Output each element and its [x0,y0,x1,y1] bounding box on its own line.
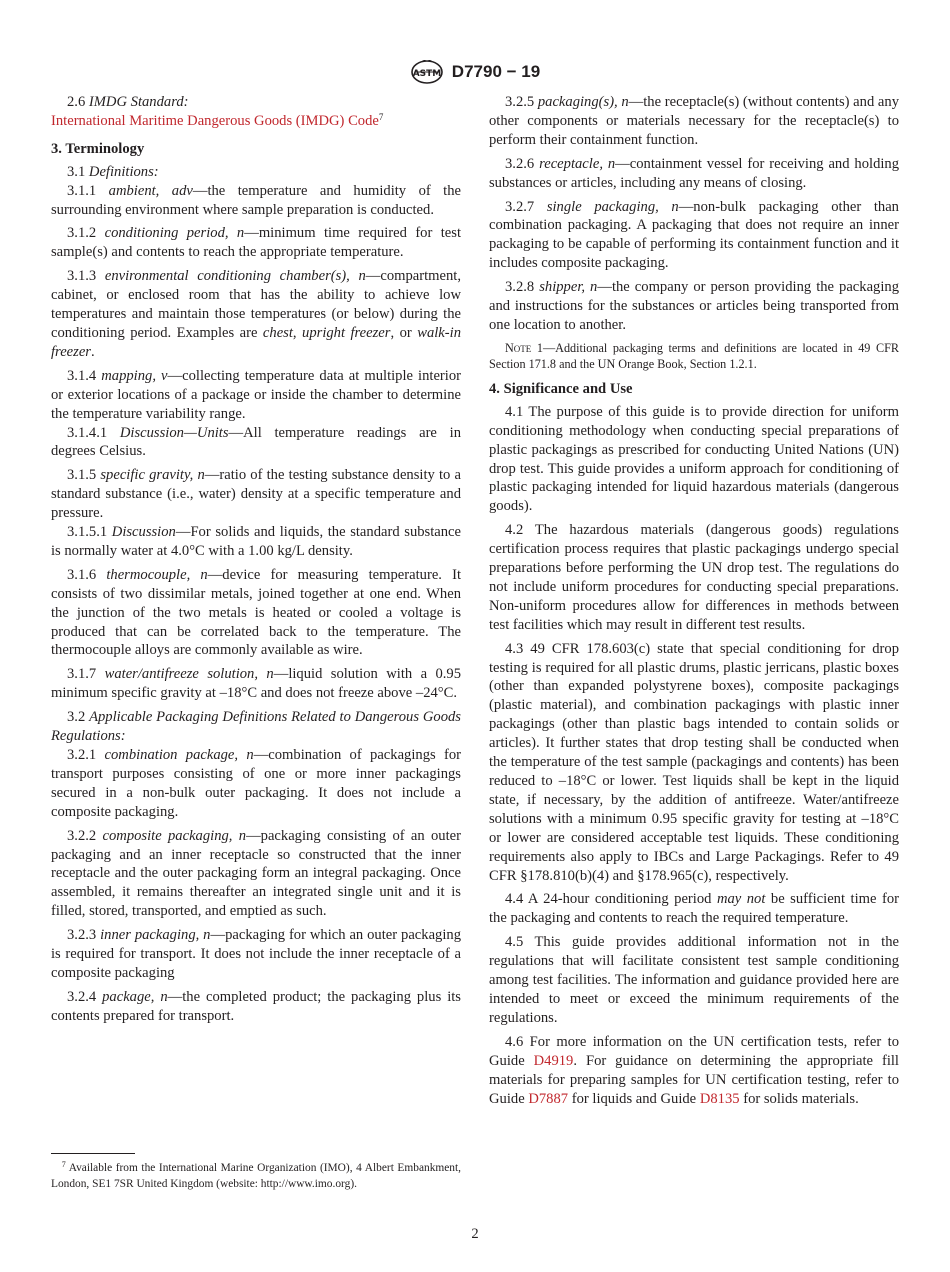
section-3-1-4-1: 3.1.4.1 Discussion—Units—All temperature readings are in degrees Celsius. [51,424,461,460]
footnote-7: $^7$ Available from the International Marine Organization (IMO), 4 Albert Embankment, London, SE1 7SR United Kingdom (website: http://www.imo.org). [51,1160,462,1190]
d4919-link[interactable]: D4919 [533,1052,574,1069]
section-3-1-7: 3.1.7 water/antifreeze solution, n—liquid solution with a 0.95 minimum specific gravity at –18°C and does not freeze above –24°C. [51,666,462,702]
svg-text:ASTM: ASTM [412,69,442,79]
note-1: Note 1—Additional packaging terms and definitions are located in 49 CFR Section 171.8 and the UN Orange Book, Section 1.2.1. [489,340,899,371]
page-header [0,57,950,87]
section-3-2-8: 3.2.8 shipper, n—the company or person providing the packaging and instructions for the substances or articles being transported from one location to another. [489,279,900,333]
section-3-1-1: 3.1.1 ambient, adv—the temperature and humidity of the surrounding environment where sample preparation is conducted. [51,182,462,218]
imdg-code-reference: International Maritime Dangerous Goods (IMDG) Code$^7$ [51,111,384,129]
section-4-5: 4.5 This guide provides additional information not in the regulations that will facilitate consistent test sample conditioning among test facilities. The information and guidance provided here are intended to meet or exceed the minimum requirements of the regulations. [489,934,899,1026]
right-column [489,93,899,1113]
section-3-2-5: 3.2.5 packaging(s), n—the receptacle(s) (without contents) and any other components or materials necessary for the receptacle(s) to perform their containment function. [489,94,899,148]
section-4-6: 4.6 For more information on the UN certification tests, refer to Guide D4919. For guidance on determining the appropriate fill materials for preparing samples for UN certification testing, refer to Guide D7887 for liquids and Guide D8135 for solids materials. [489,1033,899,1107]
section-3-1-4: 3.1.4 mapping, v—collecting temperature data at multiple interior or exterior locations of a package or inside the chamber to determine the temperature variability range. [51,367,462,422]
section-3-1-5-1: 3.1.5.1 Discussion—For solids and liquids, the standard substance is normally water at 4.0°C with a 1.00 kg/L density. [51,524,461,559]
section-4-2: 4.2 The hazardous materials (dangerous goods) regulations certification process requires that plastic packagings undergo special preparations before performing the UN drop test. The regulations do not include uniform procedures for conducting special preparations. Non-uniform procedures allow for differences in methods between test facilities which may result in different test results. [489,522,899,633]
d7887-link[interactable]: D7887 [528,1090,569,1107]
section-3-2-2: 3.2.2 composite packaging, n—packaging consisting of an outer packaging and an inner receptacle so constructed that the inner receptacle and the outer packaging form an integral packaging. Once assembled, it remains thereafter an integrated single unit and it is filled, stored, transported, and emptied as such. [51,827,461,920]
section-3-1: 3.1 Definitions: [67,163,159,180]
section-3-2-4: 3.2.4 package, n—the completed product; the packaging plus its contents prepared for transport. [51,988,461,1024]
standard-designation: D7790 − 19 [451,62,541,81]
section-3-heading: 3. Terminology [51,140,145,157]
section-4-3: 4.3 49 CFR 178.603(c) state that special conditioning for drop testing is required for all plastic drums, plastic jerricans, plastic boxes (other than expanded polystyrene boxes), composite packagings (plastic material), and combination packagings with plastic inner packagings (other than plastic bags intended to contain solids or articles). It further states that drop testing shall be conducted when the temperature of the test sample (packagings and contents) has been reduced to –18°C or lower. Test liquids shall be kept in the liquid state, if necessary, by the addition of antifreeze. Water/antifreeze solutions with a minimum 0.95 specific gravity for testing at –18°C or lower are considered acceptable test liquids. These conditioning requirements also apply to IBCs and Large Packagings. Refer to 49 CFR §178.810(b)(4) and §178.965(c), respectively. [489,640,899,884]
section-3-1-6: 3.1.6 thermocouple, n—device for measuring temperature. It consists of two dissimilar metals, joined together at one end. When the junction of the two metals is heated or cooled a voltage is produced that can be correlated back to the temperature. The thermocouple alloys are commonly available as wire. [51,566,461,659]
section-4-4: 4.4 A 24-hour conditioning period may not be sufficient time for the packaging and contents to reach the required temperature. [489,891,899,927]
section-4-heading: 4. Significance and Use [489,380,633,397]
section-3-1-3: 3.1.3 environmental conditioning chamber(s), n—compartment, cabinet, or enclosed room that has the ability to achieve low temperatures and maintain those temperatures (or below) during the conditioning period. Examples are chest, upright freezer, or walk-in freezer. [51,268,461,360]
section-4-1: 4.1 The purpose of this guide is to provide direction for uniform conditioning methodology when conducting special preparations of plastic packagings as prescribed for conducting United Nations (UN) drop test. This guide provides a uniform approach for conditioning of plastic packaging intended for liquid hazardous materials (dangerous goods). [489,403,899,515]
imdg-code-link[interactable]: International Maritime Dangerous Goods (IMDG) Code [51,112,379,129]
astm-logo-icon [410,60,444,84]
d8135-link[interactable]: D8135 [699,1090,740,1107]
section-3-1-2: 3.1.2 conditioning period, n—minimum time required for test sample(s) and contents to reach the appropriate temperature. [51,225,461,261]
footnote-divider [51,1153,135,1154]
left-column [51,93,461,1031]
section-3-2: 3.2 Applicable Packaging Definitions Related to Dangerous Goods Regulations: [51,709,461,745]
section-2-6: 2.6 IMDG Standard: [67,94,189,110]
page-number: 2 [471,1226,479,1242]
section-3-1-5: 3.1.5 specific gravity, n—ratio of the testing substance density to a standard substance (i.e., water) density at a specific temperature and pressure. [51,467,461,522]
section-3-2-1: 3.2.1 combination package, n—combination of packagings for transport purposes consisting of one or more inner packagings secured in a non-bulk outer packaging. It does not include a composite packaging. [51,747,462,820]
section-3-2-6: 3.2.6 receptacle, n—containment vessel for receiving and holding substances or articles, including any means of closing. [489,155,900,191]
section-3-2-7: 3.2.7 single packaging, n—non-bulk packaging other than combination packaging. A packaging that does not require an inner packaging to be capable of performing its containment function and it includes composite packaging. [489,198,899,272]
section-3-2-3: 3.2.3 inner packaging, n—packaging for which an outer packaging is required for transport. It does not include the inner receptacle of a composite packaging [51,927,461,981]
